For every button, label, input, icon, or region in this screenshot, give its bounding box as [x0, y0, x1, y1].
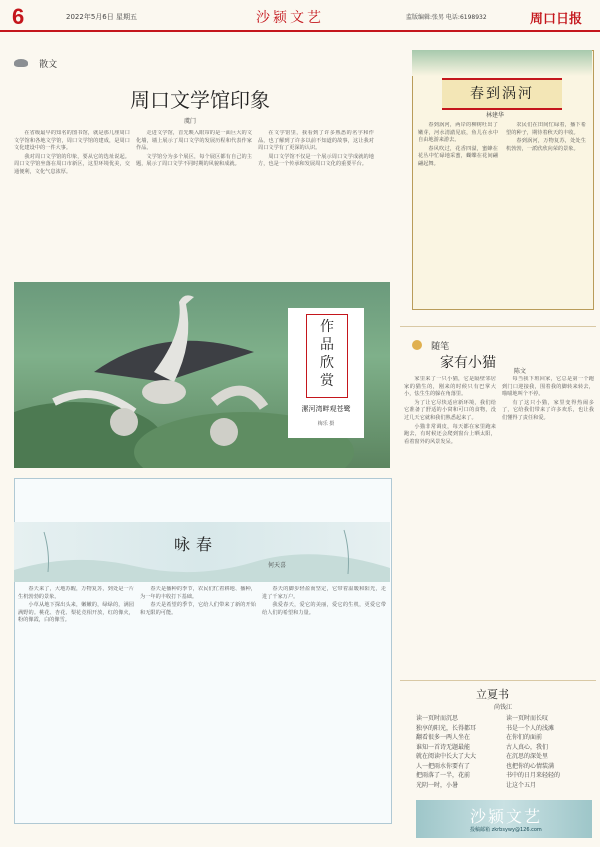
- booklist-rule: [400, 680, 596, 681]
- essay-paragraph: 文学馆分为多个展区，每个展区都有自己的主题，展示了周口文学不同时期的风貌和成就。: [136, 153, 252, 168]
- poem-line: 春风吹过，花香四溢，蜜蜂在花丛中忙碌地采蜜，蝴蝶在花间翩翩起舞。: [418, 145, 498, 167]
- essay-paragraph: 在省级最早的知名的图书馆，就是那几座周口文学馆和各地文学馆，周口文学馆的建成，是周口文化建设中的一件大事。: [14, 130, 130, 152]
- list-item: 翻看很多一两人坐在: [416, 734, 471, 741]
- essay-col-1: [14, 130, 130, 280]
- list-item: 就在阅读中长大了大大: [416, 753, 477, 760]
- section-header: [210, 8, 370, 28]
- poem-col-2: [506, 122, 586, 302]
- issue-date: 2022年5月6日 星期五: [66, 13, 137, 21]
- essay-col-3: [258, 130, 374, 280]
- cat-essay-author: 陈文: [514, 368, 527, 375]
- booklist-col-2: [506, 714, 590, 790]
- essay-paragraph: 我对周口文学馆的印象，要从它的选址说起。周口文学馆坐落在周口市新区，这里环境优美，交通便利，文化气息浓厚。: [14, 153, 130, 175]
- poem-line: 农民们在田间忙碌着，播下希望的种子，期待着秋天的丰收。: [506, 122, 586, 136]
- list-item: 书中的日月来轻轻的: [506, 772, 561, 779]
- poem-col-1: [418, 122, 498, 302]
- cat-paragraph: 为了让它尽快适应新环境，我们给它准备了舒适的小窝和可口的食物，没过几天它就和我们熟悉起来了。: [404, 399, 496, 421]
- booklist-author: 尚钱江: [494, 704, 513, 711]
- photo-caption: 漯河湾畔观苍鹭: [301, 405, 351, 413]
- bottom-banner: [416, 800, 592, 838]
- cat-essay-tag: 随笔: [431, 342, 450, 352]
- list-item: 让这个五月: [506, 781, 537, 789]
- paper-name: 周口日报: [530, 12, 583, 27]
- cat-paragraph: 家里来了一只小猫，它是隔壁邻居家的猫生的，刚来的时候只有巴掌大小，怯生生的躲在角落里。: [404, 376, 496, 398]
- cat-essay-tag-block: [412, 334, 449, 353]
- list-item: 也把你的心情装满: [506, 762, 555, 770]
- poem-line: 春到涡河，万物复苏，处处生机勃勃，一派欣欣向荣的景象。: [506, 138, 586, 152]
- list-item: 读一页时而沉思: [416, 715, 459, 722]
- photo-banner: 作品欣赏: [320, 319, 334, 389]
- section-title: 沙颍文艺: [256, 10, 324, 26]
- editor-line: 监版编辑:张男 电话:6198932: [406, 14, 487, 21]
- list-item: 谁知一首诗无题最能: [416, 743, 471, 751]
- spring-essay-col-1: [18, 586, 134, 816]
- page-number: 6: [12, 4, 25, 29]
- spring-paragraph: 春天是播种的季节，农民们忙着耕地、播种，为一年的丰收打下基础。: [140, 586, 256, 600]
- essay-tag: 散文: [39, 60, 58, 70]
- spring-paragraph: 春天的脚步轻盈而坚定，它带着温暖和阳光，走进了千家万户。: [262, 586, 386, 600]
- spring-paragraph: 我爱春天，爱它的美丽，爱它的生机，更爱它带给人们的希望和力量。: [262, 602, 386, 616]
- list-item: 光阴一时，小暑: [416, 781, 459, 789]
- booklist-title: 立夏书: [476, 688, 509, 701]
- spring-essay-col-2: [140, 586, 256, 816]
- poem-title: 春到涡河: [470, 86, 534, 102]
- booklist-col-1: [416, 714, 496, 790]
- essay-tag-block: [14, 52, 57, 71]
- list-item: 把雨落了一半，花前: [416, 772, 471, 779]
- spring-essay-title: 咏春: [174, 535, 219, 554]
- photo-credit: 梅乐 摄: [317, 421, 335, 427]
- essay-author: 虞门: [184, 118, 197, 125]
- list-item: 读一页时而长叹: [506, 715, 549, 722]
- essay-col-2: [136, 130, 252, 280]
- spring-paragraph: 小草从地下探出头来，嫩嫩的，绿绿的，满园满野的。桃花、杏花、梨花竞相开放，红的像火，粉的像霞，白的像雪。: [18, 602, 134, 624]
- bottom-banner-title: 沙颍文艺: [470, 807, 543, 826]
- cat-essay-col-1: [404, 376, 496, 674]
- list-item: 独享的阳光，长得都耳: [416, 724, 477, 732]
- poem-author: 林建华: [486, 112, 505, 119]
- cat-essay-col-2: [502, 376, 594, 674]
- list-item: 古人真心，我们: [506, 743, 549, 751]
- cat-paragraph: 有了这只小猫，家里变得热闹多了，它给我们带来了许多欢乐，也让我们懂得了责任和爱。: [502, 399, 594, 421]
- list-item: 人一把雨水你要有了: [416, 762, 471, 770]
- willow-decoration: [412, 50, 592, 76]
- poem-line: 春到涡河，两岸的柳树吐出了嫩芽，河水清澈见底，鱼儿在水中自由地游来游去。: [418, 122, 498, 144]
- spring-essay-author: 何天喜: [268, 562, 287, 569]
- list-item: 在沉思的深处里: [506, 753, 549, 760]
- flower-icon: [412, 340, 422, 350]
- cat-essay-rule: [400, 326, 596, 327]
- cat-paragraph: 小猫非常调皮，每天都在家里跑来跑去，有时候还会爬到窗台上晒太阳，看着窗外的风景发呆。: [404, 423, 496, 445]
- header-rule: [0, 30, 600, 32]
- photo-caption-card: [288, 308, 364, 438]
- cat-paragraph: 每当我下班回家，它总是第一个跑到门口迎接我，围着我的脚转来转去，喵喵地叫个不停。: [502, 376, 594, 398]
- essay-paragraph: 走进文学馆，首先映入眼帘的是一面巨大的文化墙，墙上展示了周口文学的发展历程和代表作家作品。: [136, 130, 252, 152]
- essay-paragraph: 在文学馆里，我看到了许多熟悉的名字和作品，也了解到了许多以前不知道的故事，这让我对周口文学有了更深的认识。: [258, 130, 374, 152]
- spring-paragraph: 春天是希望的季节，它给人们带来了新的开始和无限的可能。: [140, 602, 256, 616]
- cat-essay-title: 家有小猫: [440, 355, 496, 371]
- spring-essay-col-3: [262, 586, 386, 816]
- list-item: 书是一个人的浅滩: [506, 724, 555, 732]
- spring-paragraph: 春天来了，大地苏醒，万物复苏，到处是一片生机勃勃的景象。: [18, 586, 134, 600]
- essay-title: 周口文学馆印象: [130, 88, 270, 112]
- list-item: 在你们的面前: [506, 734, 543, 741]
- bird-icon: [14, 59, 28, 67]
- poem-title-banner: [442, 78, 562, 110]
- essay-paragraph: 周口文学馆不仅是一个展示周口文学成就的地方，也是一个传承和发展周口文化的重要平台。: [258, 153, 374, 168]
- bottom-banner-contact: 投稿邮箱 zkrbsywy@126.com: [470, 827, 542, 833]
